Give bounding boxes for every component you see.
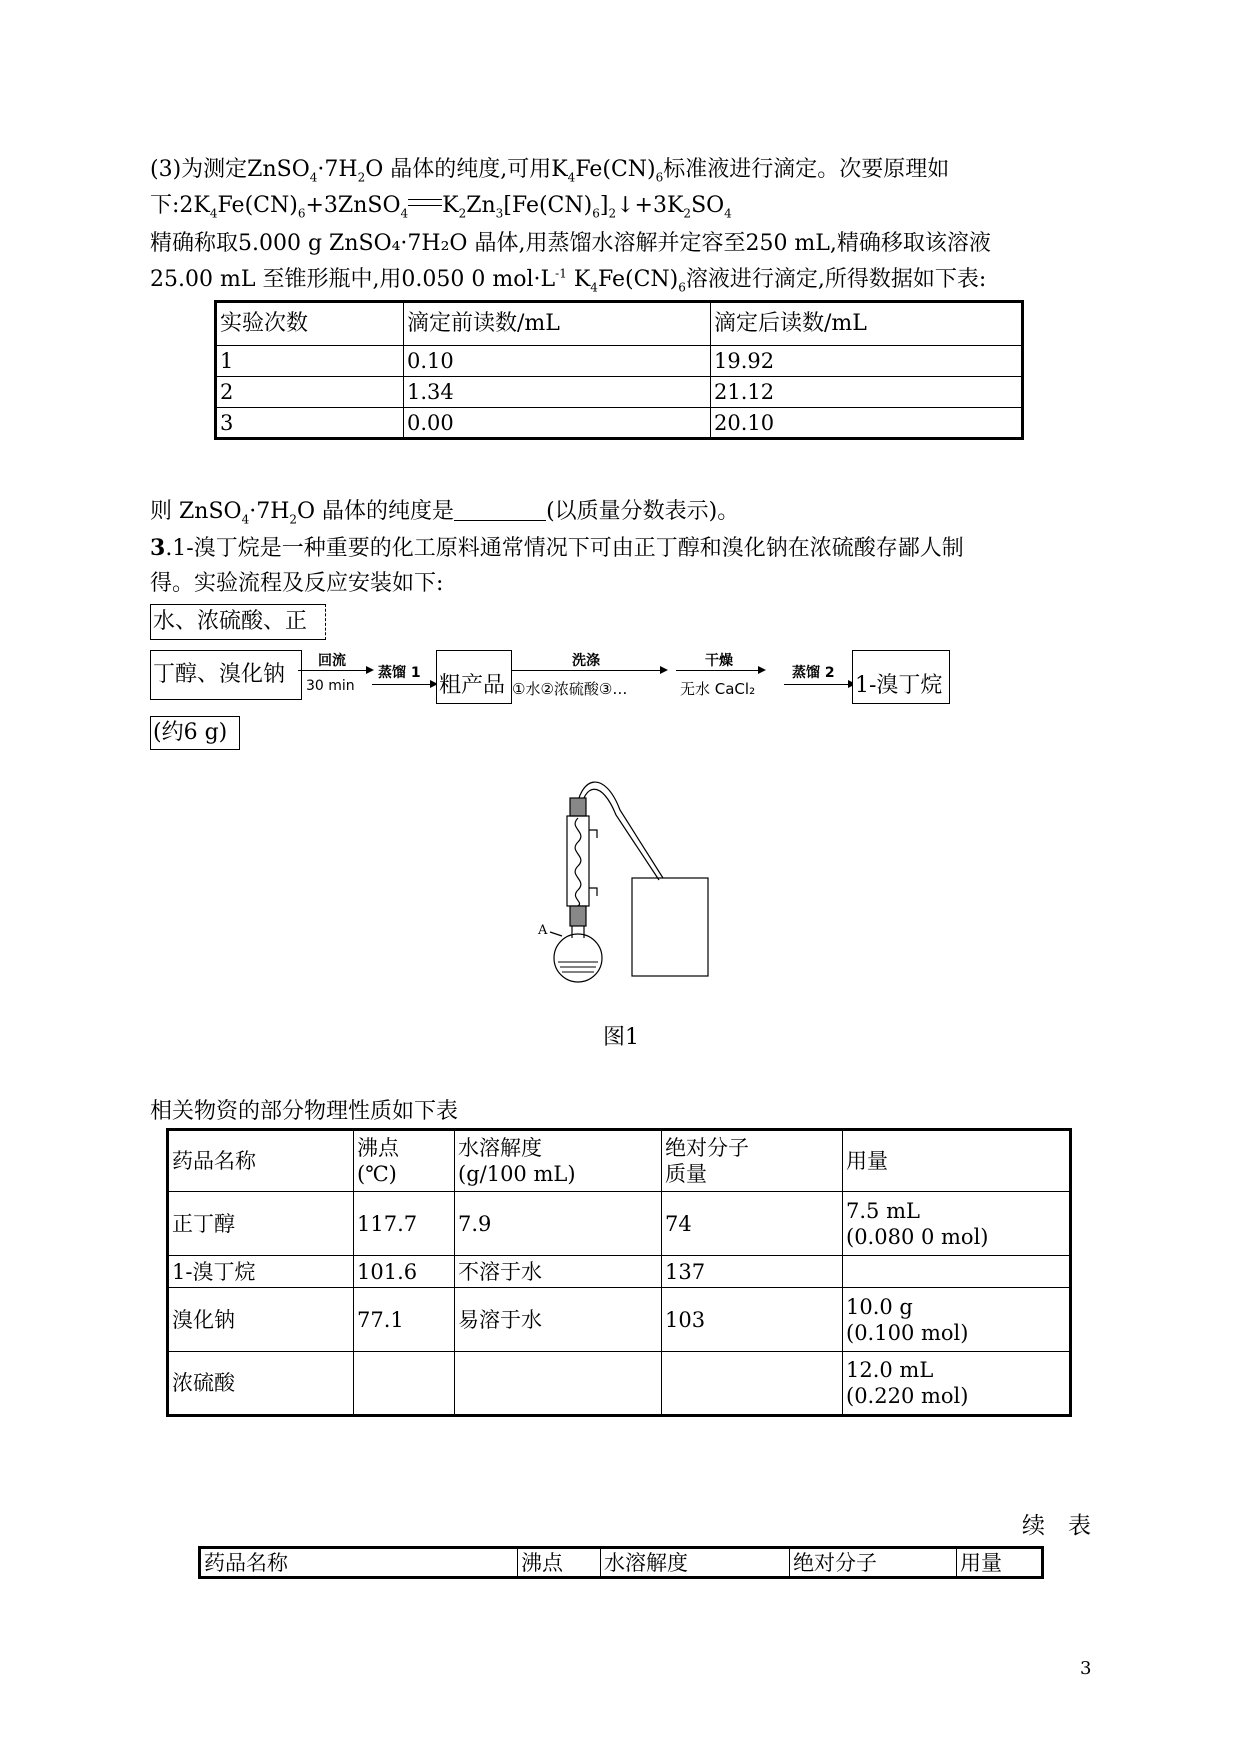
flow-crude-product-box: 粗产品 (436, 650, 512, 704)
flow-wash-label: 洗涤 (572, 653, 600, 669)
condenser-outlet-bottom (589, 888, 597, 896)
equals-double-line (408, 199, 442, 206)
table-cell: 19.92 (711, 346, 1023, 377)
figure-caption: 图1 (603, 1025, 639, 1050)
props-table-title: 相关物资的部分物理性质如下表 (150, 1099, 459, 1124)
purity-answer-line: 则 $ZnSO_4\cdot 7H_2O$ 晶体的纯度是 (以质量分数表示)。 (150, 499, 740, 527)
table-header-cell: 沸点 (℃) (354, 1130, 455, 1192)
table-cell: 0.00 (404, 408, 711, 439)
flow-reagents-box-mid: 丁醇、溴化钠 (150, 650, 302, 700)
table-row (168, 1256, 1071, 1288)
titration-table (214, 300, 1024, 440)
table-cell: 137 (662, 1256, 843, 1288)
reflux-apparatus-figure (520, 770, 720, 990)
gas-absorber-box (632, 878, 708, 976)
table-cell: 10.0 g (0.100 mol) (843, 1288, 1071, 1352)
flow-reflux-time: 30 min (306, 678, 355, 694)
table-header-cell: 药品名称 (200, 1548, 518, 1578)
table-cell (354, 1352, 455, 1416)
condenser-outlet-top (589, 830, 597, 838)
table-cell: 12.0 mL (0.220 mol) (843, 1352, 1071, 1416)
flow-arrow-1-head (366, 666, 374, 674)
table-header-cell: 滴定后读数/mL (711, 302, 1023, 346)
table-header-cell: 实验次数 (216, 302, 404, 346)
flow-distill-2-label: 蒸馏 2 (792, 665, 835, 681)
table-cell: 1.34 (404, 377, 711, 408)
table-cell: 3 (216, 408, 404, 439)
page-number: 3 (1080, 1658, 1092, 1679)
table-header-cell: 水溶解度 (g/100 mL) (455, 1130, 662, 1192)
stopper-top (570, 798, 586, 816)
table-header-cell: 水溶解度 (601, 1548, 790, 1578)
flow-arrow-3-head (660, 666, 668, 674)
table-header-cell: 用量 (957, 1548, 1043, 1578)
flow-reagents-box-top: 水、浓硫酸、正 (150, 604, 326, 640)
table-row (168, 1352, 1071, 1416)
table-header-cell: 沸点 (518, 1548, 601, 1578)
flow-distill-1-label: 蒸馏 1 (378, 665, 421, 681)
properties-table (166, 1128, 1072, 1417)
q-intro-line-2: 得。实验流程及反应安装如下: (150, 571, 444, 596)
table-header-row (168, 1130, 1071, 1192)
table-row (216, 408, 1023, 439)
label-a: A (538, 923, 548, 938)
q3-line-1: (3)为测定$ZnSO_4\cdot 7H_2O$ 晶体的纯度,可用$K_4Fe(CN)_6$标准液进行滴定。次要原理如 (150, 157, 950, 185)
round-bottom-flask (554, 934, 602, 982)
q3-line-2-equation: 下$:2K_4Fe(CN)_6+3ZnSO_4$ $K_2Zn_3[Fe(CN)_6]_2↓+3K_2SO_4$ (150, 193, 732, 221)
answer-blank[interactable] (454, 498, 546, 521)
table-cell: 20.10 (711, 408, 1023, 439)
flask-neck (572, 926, 584, 938)
table-header-cell: 滴定前读数/mL (404, 302, 711, 346)
table-row (168, 1192, 1071, 1256)
table-cell: 117.7 (354, 1192, 455, 1256)
flow-reagents-box-bottom: (约6 g) (150, 716, 240, 750)
table-header-row (216, 302, 1023, 346)
table-cell: 74 (662, 1192, 843, 1256)
table-cell: 21.12 (711, 377, 1023, 408)
table-cell: 77.1 (354, 1288, 455, 1352)
table-cell: 浓硫酸 (168, 1352, 354, 1416)
flow-arrow-5 (784, 684, 852, 685)
q-intro-line-1: 3.1-溴丁烷是一种重要的化工原料通常情况下可由正丁醇和溴化钠在浓硫酸存鄙人制 (150, 535, 964, 561)
q3-line-4: 25.00 mL 至锥形瓶中,用0.050 0 $mol\cdot L^{-1}$ $K_4Fe(CN)_6$溶液进行滴定,所得数据如下表: (150, 266, 987, 295)
table-header-cell: 用量 (843, 1130, 1071, 1192)
flow-dry-label: 干燥 (705, 653, 733, 669)
table-cell: 不溶于水 (455, 1256, 662, 1288)
table-header-cell: 绝对分子 质量 (662, 1130, 843, 1192)
table-header-cell: 绝对分子 (790, 1548, 957, 1578)
table-cell: 0.10 (404, 346, 711, 377)
table-cell: 正丁醇 (168, 1192, 354, 1256)
q3-line-3: 精确称取5.000 g ZnSO₄·7H₂O 晶体,用蒸馏水溶解并定容至250 mL,精确移取该溶液 (150, 231, 991, 256)
table-cell: 溴化钠 (168, 1288, 354, 1352)
table-cell: 101.6 (354, 1256, 455, 1288)
flow-wash-steps: ①水②浓硫酸③… (512, 680, 628, 698)
table-cell: 7.9 (455, 1192, 662, 1256)
continued-table (198, 1546, 1044, 1579)
table-cell: 1 (216, 346, 404, 377)
table-cell: 103 (662, 1288, 843, 1352)
table-cell (662, 1352, 843, 1416)
table-cell (455, 1352, 662, 1416)
table-cell: 2 (216, 377, 404, 408)
label-a-leader (550, 932, 562, 936)
table-header-row (200, 1548, 1043, 1578)
flow-arrow-1 (298, 670, 370, 671)
flow-arrow-4 (676, 670, 762, 671)
table-cell (843, 1256, 1071, 1288)
table-cell: 7.5 mL (0.080 0 mol) (843, 1192, 1071, 1256)
flow-arrow-2 (372, 684, 434, 685)
joint (570, 906, 586, 926)
flow-reflux-label: 回流 (318, 653, 346, 669)
table-header-cell: 药品名称 (168, 1130, 354, 1192)
table-row (216, 377, 1023, 408)
flow-arrow-3 (512, 670, 664, 671)
flow-product-box: 1-溴丁烷 (852, 650, 950, 704)
liquid-lines (558, 962, 598, 972)
table-cell: 易溶于水 (455, 1288, 662, 1352)
table-cell: 1-溴丁烷 (168, 1256, 354, 1288)
continued-label: 续 表 (1022, 1513, 1091, 1539)
condenser-coil (575, 818, 581, 906)
flow-desiccant: 无水 CaCl₂ (680, 680, 756, 698)
table-row (168, 1288, 1071, 1352)
flow-arrow-4-head (758, 666, 766, 674)
table-row (216, 346, 1023, 377)
